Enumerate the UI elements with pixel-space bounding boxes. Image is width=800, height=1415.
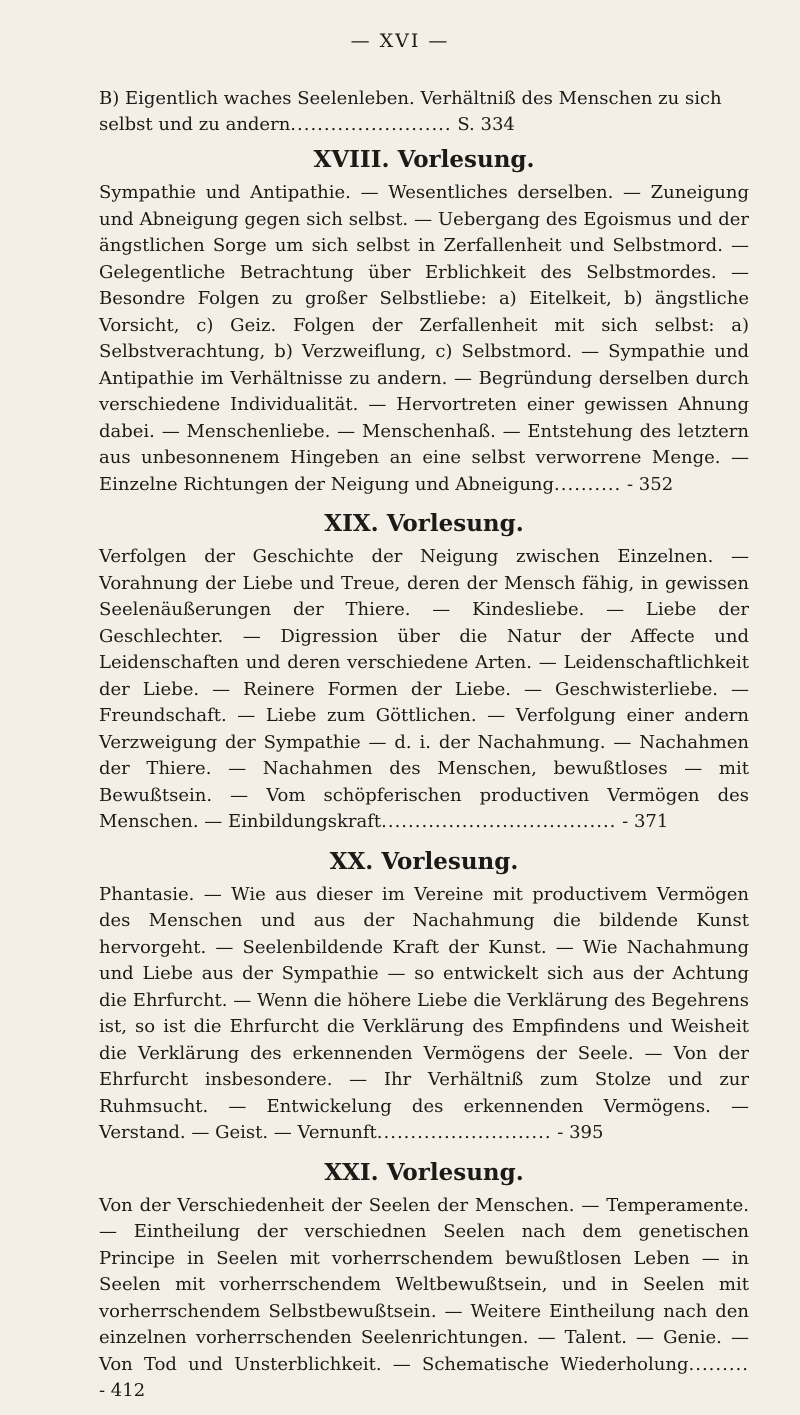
page-reference: - 412 bbox=[99, 1380, 146, 1401]
dot-leader: .......................... bbox=[376, 1122, 552, 1143]
entry-text: B) Eigentlich waches Seelenleben. Verhältniß des Menschen zu sich selbst und zu andern bbox=[99, 88, 722, 135]
page-reference: - 352 bbox=[627, 473, 674, 495]
page-reference: - 395 bbox=[557, 1122, 604, 1143]
dot-leader: ........................ bbox=[290, 114, 452, 135]
summary-text: Phantasie. — Wie aus dieser im Vereine mit productivem Vermögen des Menschen und aus der Nachahmung die bildende Kunst hervorgeht. — Seelenbildende Kraft der Kunst. — Wie Nachahmung und Liebe aus der Sympathie — so entwickelt sich aus der Achtung die Ehrfurcht. — Wenn die höhere Liebe die Verklärung des Begehrens ist, so ist die Ehrfurcht die Verklärung des Empfindens und Weisheit die Verklärung des erkennenden Vermögens der Seele. — Von der Ehrfurcht insbesondere. — Ihr Verhältniß zum Stolze und zur Ruhmsucht. — Entwickelung des erkennenden Vermögens. — Verstand. — Geist. — Vernunft bbox=[99, 883, 749, 1143]
page-reference: - 371 bbox=[622, 811, 669, 832]
lecture-heading: XVIII. Vorlesung. bbox=[313, 146, 535, 173]
table-of-contents bbox=[99, 86, 749, 1415]
lecture-entry-18 bbox=[99, 144, 749, 498]
summary-text: Sympathie und Antipathie. — Wesentliches derselben. — Zuneigung und Abneigung gegen sich selbst. — Uebergang des Egoismus und der ängstlichen Sorge um sich selbst in Zerfallenheit und Selbstmord. — Gelegentliche Betrachtung über Erblichkeit des Selbstmordes. — Besondre Folgen zu großer Selbstliebe: a) Eitelkeit, b) ängstliche Vorsicht, c) Geiz. Folgen der Zerfallenheit mit sich selbst: a) Selbstverachtung, b) Verzweiflung, c) Selbstmord. — Sympathie und Antipathie im Verhältnisse zu andern. — Begründung derselben durch verschiedene Individualität. — Hervortreten einer gewissen Ahnung dabei. — Menschenliebe. — Menschenhaß. — Entstehung des letztern aus unbesonnenem Hingeben an eine selbst verworrene Menge. — Einzelne Richtungen der Neigung und Abneigung bbox=[99, 182, 749, 495]
page-reference: S. 334 bbox=[457, 114, 515, 135]
lecture-entry-21 bbox=[99, 1157, 749, 1405]
toc-entry-intro bbox=[99, 86, 749, 138]
dot-leader: .......... bbox=[554, 473, 622, 495]
lecture-entry-20 bbox=[99, 846, 749, 1147]
summary-text: Verfolgen der Geschichte der Neigung zwischen Einzelnen. — Vorahnung der Liebe und Treue, deren der Mensch fähig, in gewissen Seelenäußerungen der Thiere. — Kindesliebe. — Liebe der Geschlechter. — Digression über die Natur der Affecte und Leidenschaften und deren verschiedene Arten. — Leidenschaftlichkeit der Liebe. — Reinere Formen der Liebe. — Geschwisterliebe. — Freundschaft. — Liebe zum Göttlichen. — Verfolgung einer andern Verzweigung der Sympathie — d. i. der Nachahmung. — Nachahmen der Thiere. — Nachahmen des Menschen, bewußtloses — mit Bewußtsein. — Vom schöpferischen productiven Vermögen des Menschen. — Einbildungskraft bbox=[99, 546, 749, 832]
dot-leader: ................................... bbox=[381, 811, 617, 832]
lecture-heading: XIX. Vorlesung. bbox=[324, 510, 524, 537]
page-number: — XVI — bbox=[350, 30, 450, 52]
lecture-heading: XXI. Vorlesung. bbox=[324, 1158, 524, 1186]
dot-leader: ......... bbox=[688, 1353, 749, 1375]
lecture-entry-19 bbox=[99, 508, 749, 836]
lecture-summary bbox=[99, 544, 749, 836]
summary-text: Von der Verschiedenheit der Seelen der Menschen. — Temperamente. — Eintheilung der verschiednen Seelen nach dem genetischen Principe in Seelen mit vorherrschendem bewußtlosen Leben — in Seelen mit vorherrschendem Weltbewußtsein, und in Seelen mit vorherrschendem Selbstbewußtsein. — Weitere Eintheilung nach den einzelnen vorherrschenden Seelenrichtungen. — Talent. — Genie. — Von Tod und Unsterblichkeit. — Schematische Wiederholung bbox=[99, 1194, 749, 1375]
lecture-heading: XX. Vorlesung. bbox=[329, 847, 519, 875]
lecture-summary bbox=[99, 1193, 749, 1405]
lecture-summary bbox=[99, 882, 749, 1147]
lecture-summary bbox=[99, 180, 749, 498]
